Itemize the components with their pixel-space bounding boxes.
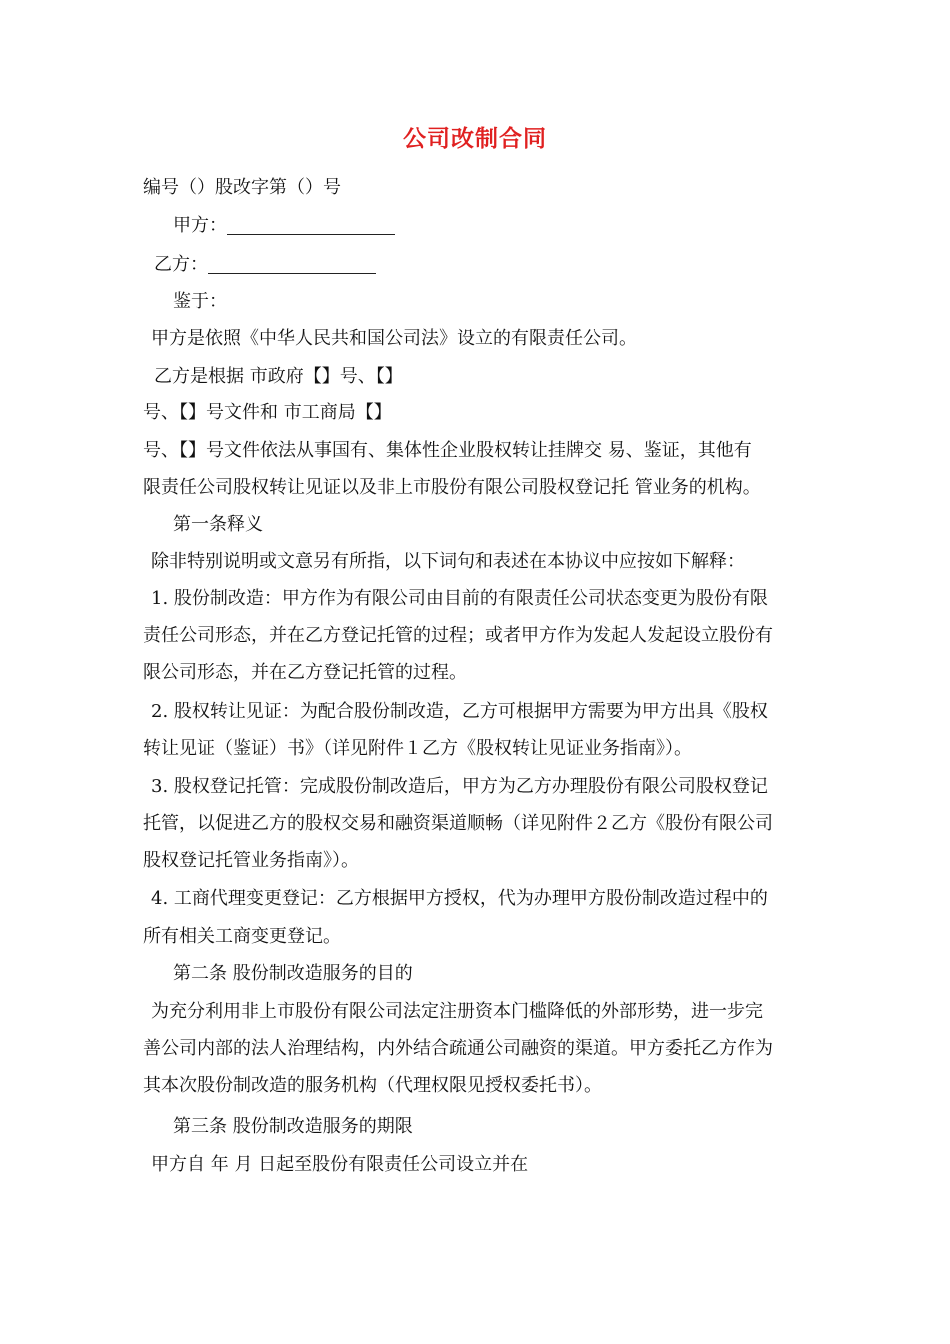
article-2-line-1: 为充分利用非上市股份有限公司法定注册资本门槛降低的外部形势，进一步完 <box>151 1001 763 1022</box>
para-party-b-line-3: 号、【】号文件依法从事国有、集体性企业股权转让挂牌交 易、鉴证，其他有 <box>143 440 752 461</box>
item-1-line-2: 责任公司形态，并在乙方登记托管的过程；或者甲方作为发起人发起设立股份有 <box>143 625 773 646</box>
item-1-line-3: 限公司形态，并在乙方登记托管的过程。 <box>143 662 467 683</box>
document-title: 公司改制合同 <box>403 126 547 152</box>
item-4-line-2: 所有相关工商变更登记。 <box>143 926 341 947</box>
item-3-line-2: 托管，以促进乙方的股权交易和融资渠道顺畅（详见附件２乙方《股份有限公司 <box>143 813 773 834</box>
article-3-title: 第三条 股份制改造服务的期限 <box>173 1116 413 1137</box>
contract-number-line: 编号（）股改字第（）号 <box>143 177 341 198</box>
article-3-line-1: 甲方自 年 月 日起至股份有限责任公司设立并在 <box>151 1154 529 1175</box>
item-2-line-2: 转让见证（鉴证）书》（详见附件１乙方《股权转让见证业务指南》）。 <box>143 738 692 759</box>
party-b-blank <box>208 255 376 274</box>
party-a-line <box>173 214 395 238</box>
whereas-label: 鉴于： <box>173 291 227 312</box>
item-3-line-3: 股权登记托管业务指南》）。 <box>143 850 359 871</box>
party-a-label: 甲方： <box>173 215 227 236</box>
party-b-label: 乙方： <box>154 254 208 275</box>
article-2-title: 第二条 股份制改造服务的目的 <box>173 963 413 984</box>
article-1-intro: 除非特别说明或文意另有所指，以下词句和表述在本协议中应按如下解释： <box>151 551 745 572</box>
article-2-line-3: 其本次股份制改造的服务机构（代理权限见授权委托书）。 <box>143 1075 602 1096</box>
item-3-line-1: 3. 股权登记托管：完成股份制改造后，甲方为乙方办理股份有限公司股权登记 <box>151 776 768 797</box>
party-b-line <box>154 253 376 277</box>
party-a-blank <box>227 216 395 235</box>
para-party-b-line-2: 号、【】号文件和 市工商局【】 <box>143 402 392 423</box>
item-1-line-1: 1. 股份制改造：甲方作为有限公司由目前的有限责任公司状态变更为股份有限 <box>151 588 768 609</box>
para-party-b-line-1: 乙方是根据 市政府【】号、【】 <box>154 366 403 387</box>
item-2-line-1: 2. 股权转让见证：为配合股份制改造，乙方可根据甲方需要为甲方出具《股权 <box>151 701 768 722</box>
para-party-a: 甲方是依照《中华人民共和国公司法》设立的有限责任公司。 <box>151 328 637 349</box>
article-2-line-2: 善公司内部的法人治理结构，内外结合疏通公司融资的渠道。甲方委托乙方作为 <box>143 1038 773 1059</box>
item-4-line-1: 4. 工商代理变更登记：乙方根据甲方授权，代为办理甲方股份制改造过程中的 <box>151 888 768 909</box>
para-party-b-line-4: 限责任公司股权转让见证以及非上市股份有限公司股权登记托 管业务的机构。 <box>143 477 761 498</box>
article-1-title: 第一条释义 <box>173 514 263 535</box>
